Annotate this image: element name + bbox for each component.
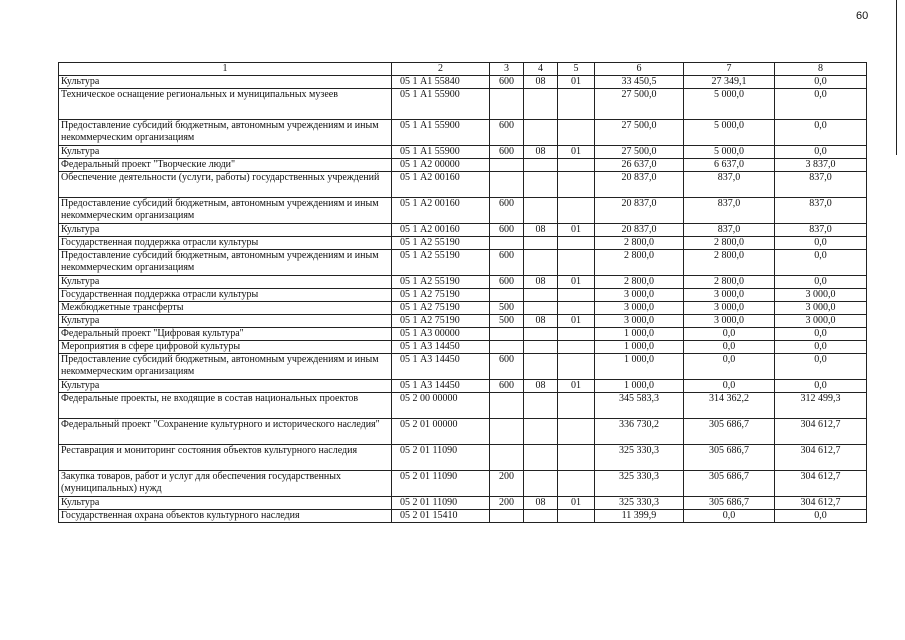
table-cell <box>558 445 595 471</box>
table-row <box>59 354 867 380</box>
table-cell: Культура <box>59 76 392 89</box>
table-cell: Культура <box>59 146 392 159</box>
table-row <box>59 250 867 276</box>
table-cell: 26 637,0 <box>595 159 684 172</box>
table-cell: Федеральный проект "Цифровая культура" <box>59 328 392 341</box>
column-header: 7 <box>684 63 775 76</box>
table-cell <box>524 289 558 302</box>
table-cell: 27 500,0 <box>595 146 684 159</box>
table-cell: 837,0 <box>775 198 867 224</box>
table-cell: 01 <box>558 224 595 237</box>
table-row <box>59 419 867 445</box>
table-cell: 500 <box>490 315 524 328</box>
table-cell <box>524 341 558 354</box>
table-cell: 05 1 А3 00000 <box>392 328 490 341</box>
table-cell <box>558 302 595 315</box>
table-cell: 05 1 А2 00160 <box>392 224 490 237</box>
table-cell <box>558 120 595 146</box>
table-cell: 600 <box>490 250 524 276</box>
table-row <box>59 302 867 315</box>
table-row <box>59 341 867 354</box>
table-cell: 05 1 А2 55190 <box>392 250 490 276</box>
page-edge-line <box>896 0 897 155</box>
table-cell: 837,0 <box>684 198 775 224</box>
table-cell: 3 837,0 <box>775 159 867 172</box>
table-cell: 08 <box>524 146 558 159</box>
table-cell <box>524 237 558 250</box>
table-cell <box>490 393 524 419</box>
table-cell: 0,0 <box>684 328 775 341</box>
table-cell: 336 730,2 <box>595 419 684 445</box>
table-row <box>59 315 867 328</box>
table-cell: Федеральный проект "Творческие люди" <box>59 159 392 172</box>
table-cell: Предоставление субсидий бюджетным, автономным учреждениям и иным некоммерческим организациям <box>59 198 392 224</box>
table-cell <box>490 289 524 302</box>
table-cell: 600 <box>490 120 524 146</box>
table-cell: 05 2 01 00000 <box>392 419 490 445</box>
table-cell: 500 <box>490 302 524 315</box>
table-cell: 05 1 А3 14450 <box>392 354 490 380</box>
table-cell: 0,0 <box>775 276 867 289</box>
column-header: 5 <box>558 63 595 76</box>
table-cell <box>558 159 595 172</box>
table-cell: 27 500,0 <box>595 120 684 146</box>
table-cell: 200 <box>490 471 524 497</box>
table-cell: 08 <box>524 315 558 328</box>
table-cell: 27 500,0 <box>595 89 684 120</box>
table-cell: 01 <box>558 276 595 289</box>
table-cell: 5 000,0 <box>684 89 775 120</box>
table-cell: 05 1 А2 00160 <box>392 172 490 198</box>
table-cell: 600 <box>490 354 524 380</box>
table-cell: 2 800,0 <box>684 237 775 250</box>
column-header: 4 <box>524 63 558 76</box>
table-cell <box>558 237 595 250</box>
table-cell: 0,0 <box>684 380 775 393</box>
table-cell: 837,0 <box>775 224 867 237</box>
table-row <box>59 328 867 341</box>
table-cell: 600 <box>490 76 524 89</box>
table-cell: 08 <box>524 497 558 510</box>
table-cell: 05 1 А2 75190 <box>392 289 490 302</box>
column-header: 3 <box>490 63 524 76</box>
table-cell: 3 000,0 <box>684 289 775 302</box>
table-cell <box>524 445 558 471</box>
table-cell: 600 <box>490 380 524 393</box>
table-cell: 2 800,0 <box>595 276 684 289</box>
table-cell <box>524 120 558 146</box>
table-row <box>59 120 867 146</box>
table-cell: 837,0 <box>684 172 775 198</box>
table-cell: 05 2 01 15410 <box>392 510 490 523</box>
table-cell: 325 330,3 <box>595 471 684 497</box>
table-cell <box>490 419 524 445</box>
table-cell: 05 1 А3 14450 <box>392 341 490 354</box>
table-cell <box>524 159 558 172</box>
table-cell: Государственная охрана объектов культурного наследия <box>59 510 392 523</box>
table-cell: 314 362,2 <box>684 393 775 419</box>
table-cell <box>524 302 558 315</box>
table-row <box>59 471 867 497</box>
table-cell: Государственная поддержка отрасли культуры <box>59 289 392 302</box>
table-header-row <box>59 63 867 76</box>
table-cell: 304 612,7 <box>775 419 867 445</box>
table-cell: 08 <box>524 380 558 393</box>
table-cell: 1 000,0 <box>595 380 684 393</box>
table-cell: 6 637,0 <box>684 159 775 172</box>
table-cell: 3 000,0 <box>595 315 684 328</box>
table-cell: Государственная поддержка отрасли культуры <box>59 237 392 250</box>
table-cell: 3 000,0 <box>595 302 684 315</box>
table-cell: 1 000,0 <box>595 341 684 354</box>
table-cell: 08 <box>524 276 558 289</box>
table-cell <box>490 510 524 523</box>
table-cell: 05 2 01 11090 <box>392 445 490 471</box>
table-cell <box>558 172 595 198</box>
table-cell <box>490 328 524 341</box>
table-cell: 0,0 <box>775 89 867 120</box>
table-cell: 0,0 <box>775 250 867 276</box>
table-cell: 27 349,1 <box>684 76 775 89</box>
table-cell <box>524 354 558 380</box>
table-cell: Федеральный проект "Сохранение культурного и исторического наследия" <box>59 419 392 445</box>
table-cell: 05 2 00 00000 <box>392 393 490 419</box>
table-cell: 5 000,0 <box>684 120 775 146</box>
table-cell: 20 837,0 <box>595 198 684 224</box>
table-cell: 304 612,7 <box>775 497 867 510</box>
table-cell: 600 <box>490 224 524 237</box>
table-cell <box>558 393 595 419</box>
table-cell: 312 499,3 <box>775 393 867 419</box>
table-cell: 20 837,0 <box>595 172 684 198</box>
table-cell: 0,0 <box>775 341 867 354</box>
table-cell: Культура <box>59 224 392 237</box>
table-cell: 11 399,9 <box>595 510 684 523</box>
table-cell: 305 686,7 <box>684 471 775 497</box>
table-row <box>59 224 867 237</box>
table-cell: 05 2 01 11090 <box>392 497 490 510</box>
table-cell <box>524 198 558 224</box>
table-cell: 3 000,0 <box>684 315 775 328</box>
table-cell: 305 686,7 <box>684 497 775 510</box>
table-cell: 05 1 А2 55190 <box>392 237 490 250</box>
table-row <box>59 393 867 419</box>
table-cell <box>558 471 595 497</box>
table-cell: 05 1 А2 75190 <box>392 315 490 328</box>
table-cell <box>558 341 595 354</box>
table-cell: Предоставление субсидий бюджетным, автономным учреждениям и иным некоммерческим организациям <box>59 250 392 276</box>
table-cell: 305 686,7 <box>684 445 775 471</box>
table-cell <box>558 510 595 523</box>
table-row <box>59 497 867 510</box>
table-cell: 05 1 А1 55900 <box>392 146 490 159</box>
table-cell: 0,0 <box>775 380 867 393</box>
table-cell: 3 000,0 <box>684 302 775 315</box>
table-cell: 05 1 А1 55900 <box>392 120 490 146</box>
table-cell: Культура <box>59 276 392 289</box>
table-cell: 0,0 <box>775 76 867 89</box>
table-cell: 2 800,0 <box>595 250 684 276</box>
table-row <box>59 276 867 289</box>
table-row <box>59 159 867 172</box>
table-row <box>59 380 867 393</box>
table-cell: 837,0 <box>775 172 867 198</box>
table-cell <box>524 419 558 445</box>
table-cell: 08 <box>524 224 558 237</box>
table-cell: 1 000,0 <box>595 328 684 341</box>
table-cell <box>490 89 524 120</box>
table-cell <box>558 328 595 341</box>
table-cell <box>490 159 524 172</box>
table-cell: 05 1 А2 55190 <box>392 276 490 289</box>
table-cell <box>490 341 524 354</box>
table-cell: 05 1 А3 14450 <box>392 380 490 393</box>
table-row <box>59 172 867 198</box>
table-cell: Культура <box>59 380 392 393</box>
column-header: 2 <box>392 63 490 76</box>
table-cell <box>524 328 558 341</box>
table-cell: 325 330,3 <box>595 497 684 510</box>
table-cell <box>558 289 595 302</box>
table-cell: 600 <box>490 146 524 159</box>
table-cell: 0,0 <box>684 341 775 354</box>
table-cell <box>524 393 558 419</box>
table-cell: Федеральные проекты, не входящие в состав национальных проектов <box>59 393 392 419</box>
table-cell <box>558 198 595 224</box>
column-header: 6 <box>595 63 684 76</box>
table-cell: Предоставление субсидий бюджетным, автономным учреждениям и иным некоммерческим организациям <box>59 354 392 380</box>
table-cell: 837,0 <box>684 224 775 237</box>
table-cell: Предоставление субсидий бюджетным, автономным учреждениям и иным некоммерческим организациям <box>59 120 392 146</box>
table-cell: 305 686,7 <box>684 419 775 445</box>
table-cell: 05 1 А2 00000 <box>392 159 490 172</box>
table-cell: Межбюджетные трансферты <box>59 302 392 315</box>
table-cell <box>490 172 524 198</box>
table-cell <box>524 250 558 276</box>
table-cell: 0,0 <box>775 237 867 250</box>
table-cell: 5 000,0 <box>684 146 775 159</box>
table-row <box>59 510 867 523</box>
table-cell: 01 <box>558 146 595 159</box>
table-cell: 3 000,0 <box>775 289 867 302</box>
column-header: 8 <box>775 63 867 76</box>
table-cell <box>558 89 595 120</box>
table-cell: 2 800,0 <box>595 237 684 250</box>
table-cell: 325 330,3 <box>595 445 684 471</box>
table-cell: 01 <box>558 497 595 510</box>
table-row <box>59 237 867 250</box>
table-cell: 33 450,5 <box>595 76 684 89</box>
table-cell: 1 000,0 <box>595 354 684 380</box>
table-cell: 0,0 <box>775 328 867 341</box>
table-cell: 0,0 <box>684 510 775 523</box>
column-header: 1 <box>59 63 392 76</box>
table-row <box>59 198 867 224</box>
table-cell <box>524 471 558 497</box>
table-cell: 20 837,0 <box>595 224 684 237</box>
table-cell <box>524 89 558 120</box>
table-cell: 01 <box>558 315 595 328</box>
table-row <box>59 146 867 159</box>
table-cell: Культура <box>59 315 392 328</box>
table-cell: 05 1 А2 00160 <box>392 198 490 224</box>
table-cell: 0,0 <box>775 354 867 380</box>
table-cell: 2 800,0 <box>684 250 775 276</box>
table-cell: 05 1 А1 55840 <box>392 76 490 89</box>
table-cell: 05 1 А2 75190 <box>392 302 490 315</box>
table-cell: 3 000,0 <box>595 289 684 302</box>
table-cell: Техническое оснащение региональных и муниципальных музеев <box>59 89 392 120</box>
table-cell: Закупка товаров, работ и услуг для обеспечения государственных (муниципальных) нужд <box>59 471 392 497</box>
table-cell: Мероприятия в сфере цифровой культуры <box>59 341 392 354</box>
table-cell: 3 000,0 <box>775 302 867 315</box>
table-cell: 05 2 01 11090 <box>392 471 490 497</box>
table-cell: 2 800,0 <box>684 276 775 289</box>
table-cell <box>524 510 558 523</box>
budget-table <box>58 62 867 523</box>
table-row <box>59 445 867 471</box>
table-cell <box>490 237 524 250</box>
table-cell: 600 <box>490 276 524 289</box>
table-cell: Культура <box>59 497 392 510</box>
page-number: 60 <box>856 10 869 22</box>
table-cell <box>558 419 595 445</box>
table-cell: 600 <box>490 198 524 224</box>
table-cell: 0,0 <box>775 120 867 146</box>
table-cell: 304 612,7 <box>775 471 867 497</box>
table-cell: 08 <box>524 76 558 89</box>
table-cell: Реставрация и мониторинг состояния объектов культурного наследия <box>59 445 392 471</box>
table-cell: 01 <box>558 380 595 393</box>
table-row <box>59 289 867 302</box>
table-cell: 0,0 <box>684 354 775 380</box>
table-row <box>59 76 867 89</box>
table-cell: Обеспечение деятельности (услуги, работы) государственных учреждений <box>59 172 392 198</box>
table-cell: 304 612,7 <box>775 445 867 471</box>
table-cell: 200 <box>490 497 524 510</box>
table-cell <box>524 172 558 198</box>
table-cell <box>558 250 595 276</box>
table-cell <box>558 354 595 380</box>
table-cell: 345 583,3 <box>595 393 684 419</box>
table-cell: 01 <box>558 76 595 89</box>
table-cell: 0,0 <box>775 146 867 159</box>
table-cell: 0,0 <box>775 510 867 523</box>
table-cell <box>490 445 524 471</box>
table-row <box>59 89 867 120</box>
table-cell: 05 1 А1 55900 <box>392 89 490 120</box>
table-cell: 3 000,0 <box>775 315 867 328</box>
